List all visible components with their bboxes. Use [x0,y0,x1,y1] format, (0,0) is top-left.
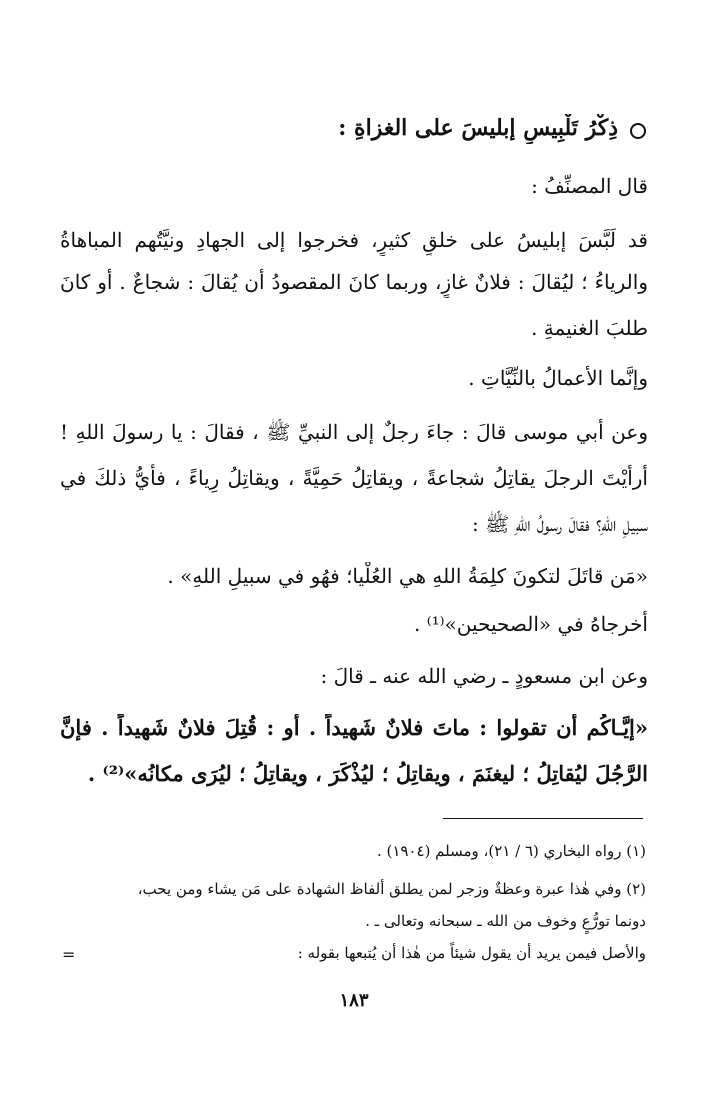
text-line-author: قال المصنِّفُ : [531,174,648,198]
section-circle-icon [630,123,646,139]
footnote-2-continued: دونما تورُّعٍ وخوف من الله ـ سبحانه وتعالى ـ . [365,912,646,930]
text-line: وعن أبي موسى قالَ : جاءَ رجلٌ إلى النبيِّ ﷺ ، فقالَ : يا رسولَ اللهِ ! [60,420,648,444]
footnote-2: (٢) وفي هٰذا عبرة وعظةٌ وزجر لمن يطلق ألفاظ الشهادة على مَن يشاء ومن يحب، [137,880,646,898]
footnote-divider [443,818,643,819]
text-line: أخرجاهُ في «الصحيحين»⁽¹⁾ . [413,612,648,636]
text-line: وإنَّما الأعمالُ بالنِّيَّاتِ . [468,366,648,390]
text-line: وعن ابن مسعودٍ ـ رضي الله عنه ـ قالَ : [320,664,648,688]
text-line: أرأيْتَ الرجلَ يقاتِلُ شجاعةً ، ويقاتِلُ حَمِيَّةً ، ويقاتِلُ رِياءً ، فأيُّ ذلكَ في [60,466,648,490]
hadith-line-bold: الرَّجُلَ ليُقاتِلُ ؛ ليغنَمَ ، ويقاتِلُ ؛ ليُذْكَرَ ، ويقاتِلُ ؛ ليُرَى مكانُه»⁽²⁾ . [87,761,648,786]
text-line: قد لَبَّسَ إبليسُ على خلقٍ كثيرٍ، فخرجوا إلى الجهادِ ونيَّتُهم المباهاةُ [60,228,648,252]
text-line: طلبَ الغنيمةِ . [531,316,648,340]
footnote-1: (١) رواه البخاري (٦ / ٢١)، ومسلم (١٩٠٤) . [376,842,646,860]
hadith-line-bold: «إيَّـاكُم أن تقولوا : ماتَ فلانٌ شَهيداً . أو : قُتِلَ فلانٌ شَهيداً . فإنَّ [60,715,648,740]
hadith-line: «مَن قاتَلَ لتكونَ كلِمَةُ اللهِ هي العُلْيا؛ فهُو في سبيلِ اللهِ» . [167,564,648,588]
section-heading: ذِكْرُ تَلْبِيسِ إبليسَ على الغزاةِ : [338,115,618,141]
text-line: سبيلِ اللهِ؟ فقالَ رسولُ اللهِ ﷺ : [471,512,648,536]
page-number: ١٨٣ [339,990,369,1011]
text-line: والرياءُ ؛ ليُقالَ : فلانٌ غازٍ، وربما كانَ المقصودُ أن يُقالَ : شجاعٌ . أو كانَ [60,270,648,294]
continuation-mark: = [62,945,76,964]
footnote-2-continued: والأصل فيمن يريد أن يقول شيئاً من هٰذا أن يُتبعها بقوله : [297,944,646,962]
